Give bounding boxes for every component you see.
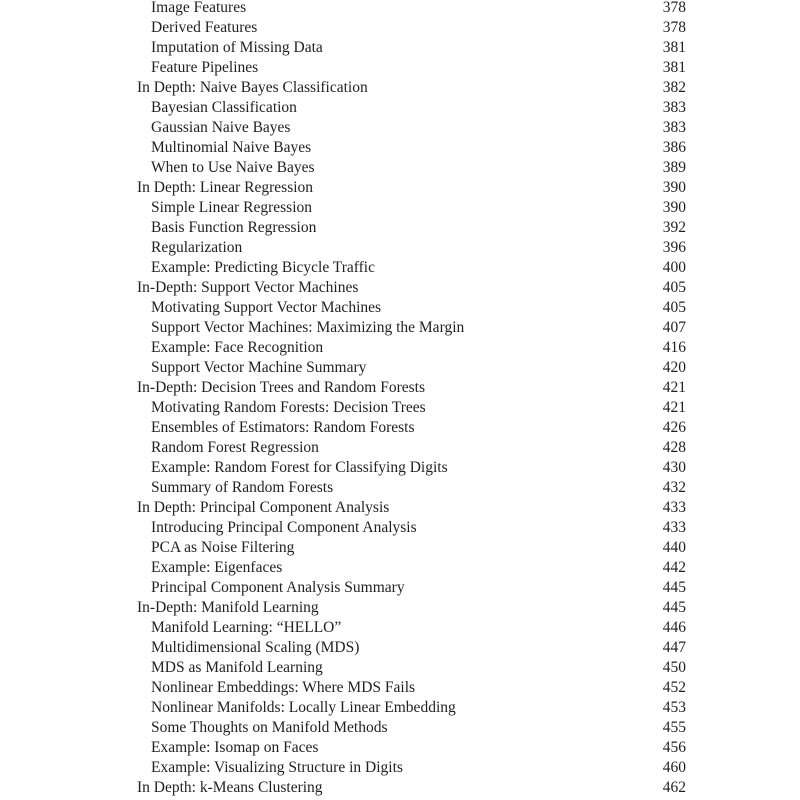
toc-entry-page-number: 446 bbox=[662, 619, 686, 636]
toc-entry-page-number: 445 bbox=[662, 579, 686, 596]
toc-entry-title: In-Depth: Manifold Learning bbox=[137, 599, 319, 616]
toc-section-entry bbox=[0, 778, 800, 798]
toc-entry-page-number: 456 bbox=[662, 739, 686, 756]
toc-entry-page-number: 426 bbox=[662, 419, 686, 436]
toc-subsection-entry bbox=[0, 738, 800, 758]
toc-entry-page-number: 389 bbox=[662, 159, 686, 176]
toc-entry-title: Support Vector Machines: Maximizing the Margin bbox=[151, 319, 465, 336]
toc-subsection-entry bbox=[0, 678, 800, 698]
toc-subsection-entry bbox=[0, 218, 800, 238]
toc-entry-page-number: 430 bbox=[662, 459, 686, 476]
toc-subsection-entry bbox=[0, 0, 800, 18]
toc-entry-page-number: 390 bbox=[662, 199, 686, 216]
toc-entry-page-number: 433 bbox=[662, 499, 686, 516]
toc-entry-title: Principal Component Analysis Summary bbox=[151, 579, 405, 596]
toc-entry-title: Imputation of Missing Data bbox=[151, 39, 323, 56]
toc-subsection-entry bbox=[0, 558, 800, 578]
toc-entry-title: MDS as Manifold Learning bbox=[151, 659, 323, 676]
toc-entry-title: Nonlinear Manifolds: Locally Linear Embedding bbox=[151, 699, 456, 716]
toc-entry-title: Summary of Random Forests bbox=[151, 479, 334, 496]
toc-entry-page-number: 445 bbox=[662, 599, 686, 616]
toc-entry-title: Motivating Support Vector Machines bbox=[151, 299, 382, 316]
toc-subsection-entry bbox=[0, 438, 800, 458]
toc-entry-title: Motivating Random Forests: Decision Trees bbox=[151, 399, 426, 416]
toc-subsection-entry bbox=[0, 38, 800, 58]
toc-entry-title: Ensembles of Estimators: Random Forests bbox=[151, 419, 415, 436]
toc-entry-page-number: 462 bbox=[662, 779, 686, 796]
toc-entry-page-number: 428 bbox=[662, 439, 686, 456]
toc-subsection-entry bbox=[0, 518, 800, 538]
toc-subsection-entry bbox=[0, 258, 800, 278]
toc-entry-page-number: 405 bbox=[662, 299, 686, 316]
toc-entry-page-number: 453 bbox=[662, 699, 686, 716]
toc-entry-title: In Depth: Naive Bayes Classification bbox=[137, 79, 368, 96]
toc-entry-title: Example: Random Forest for Classifying Digits bbox=[151, 459, 448, 476]
toc-entry-page-number: 421 bbox=[662, 399, 686, 416]
toc-subsection-entry bbox=[0, 578, 800, 598]
toc-section-entry bbox=[0, 278, 800, 298]
toc-entry-title: In Depth: Linear Regression bbox=[137, 179, 314, 196]
toc-section-entry bbox=[0, 598, 800, 618]
toc-entry-title: Some Thoughts on Manifold Methods bbox=[151, 719, 388, 736]
toc-subsection-entry bbox=[0, 658, 800, 678]
toc-subsection-entry bbox=[0, 138, 800, 158]
toc-entry-title: Multidimensional Scaling (MDS) bbox=[151, 639, 360, 656]
toc-entry-page-number: 383 bbox=[662, 119, 686, 136]
toc-subsection-entry bbox=[0, 418, 800, 438]
toc-entry-page-number: 455 bbox=[662, 719, 686, 736]
toc-entry-page-number: 447 bbox=[662, 639, 686, 656]
toc-entry-title: Simple Linear Regression bbox=[151, 199, 312, 216]
toc-entry-page-number: 420 bbox=[662, 359, 686, 376]
toc-entry-page-number: 432 bbox=[662, 479, 686, 496]
toc-subsection-entry bbox=[0, 198, 800, 218]
toc-entry-page-number: 407 bbox=[662, 319, 686, 336]
toc-entry-title: Feature Pipelines bbox=[151, 59, 259, 76]
toc-subsection-entry bbox=[0, 298, 800, 318]
toc-entry-title: Bayesian Classification bbox=[151, 99, 297, 116]
toc-subsection-entry bbox=[0, 618, 800, 638]
toc-entry-page-number: 381 bbox=[662, 59, 686, 76]
toc-entry-page-number: 392 bbox=[662, 219, 686, 236]
toc-entry-page-number: 405 bbox=[662, 279, 686, 296]
toc-entry-title: Image Features bbox=[151, 0, 247, 16]
toc-subsection-entry bbox=[0, 18, 800, 38]
toc-entry-page-number: 400 bbox=[662, 259, 686, 276]
toc-entry-title: Derived Features bbox=[151, 19, 258, 36]
toc-entry-title: Introducing Principal Component Analysis bbox=[151, 519, 417, 536]
toc-subsection-entry bbox=[0, 238, 800, 258]
toc-entry-title: Example: Predicting Bicycle Traffic bbox=[151, 259, 375, 276]
toc-section-entry bbox=[0, 178, 800, 198]
toc-entry-page-number: 378 bbox=[662, 19, 686, 36]
toc-entry-title: Support Vector Machine Summary bbox=[151, 359, 367, 376]
toc-subsection-entry bbox=[0, 158, 800, 178]
toc-entry-title: Basis Function Regression bbox=[151, 219, 317, 236]
toc-subsection-entry bbox=[0, 458, 800, 478]
toc-entry-page-number: 450 bbox=[662, 659, 686, 676]
toc-subsection-entry bbox=[0, 698, 800, 718]
toc-entry-title: Example: Face Recognition bbox=[151, 339, 324, 356]
toc-entry-title: Example: Isomap on Faces bbox=[151, 739, 319, 756]
toc-entry-page-number: 452 bbox=[662, 679, 686, 696]
toc-entry-page-number: 396 bbox=[662, 239, 686, 256]
toc-subsection-entry bbox=[0, 758, 800, 778]
toc-section-entry bbox=[0, 378, 800, 398]
toc-entry-page-number: 382 bbox=[662, 79, 686, 96]
toc-entry-title: PCA as Noise Filtering bbox=[151, 539, 295, 556]
toc-entry-title: Nonlinear Embeddings: Where MDS Fails bbox=[151, 679, 416, 696]
toc-entry-page-number: 460 bbox=[662, 759, 686, 776]
toc-entry-title: Example: Visualizing Structure in Digits bbox=[151, 759, 403, 776]
toc-entry-title: In Depth: k-Means Clustering bbox=[137, 779, 323, 796]
toc-section-entry bbox=[0, 78, 800, 98]
toc-entry-page-number: 440 bbox=[662, 539, 686, 556]
toc-subsection-entry bbox=[0, 338, 800, 358]
toc-entry-page-number: 416 bbox=[662, 339, 686, 356]
toc-entry-title: Random Forest Regression bbox=[151, 439, 319, 456]
toc-subsection-entry bbox=[0, 318, 800, 338]
toc-subsection-entry bbox=[0, 398, 800, 418]
toc-entry-page-number: 390 bbox=[662, 179, 686, 196]
toc-subsection-entry bbox=[0, 718, 800, 738]
toc-section-entry bbox=[0, 498, 800, 518]
toc-entry-title: In-Depth: Support Vector Machines bbox=[137, 279, 359, 296]
toc-entry-title: Regularization bbox=[151, 239, 243, 256]
toc-entry-page-number: 442 bbox=[662, 559, 686, 576]
toc-subsection-entry bbox=[0, 478, 800, 498]
toc-subsection-entry bbox=[0, 358, 800, 378]
toc-entry-title: When to Use Naive Bayes bbox=[151, 159, 315, 176]
toc-entry-page-number: 383 bbox=[662, 99, 686, 116]
toc-subsection-entry bbox=[0, 58, 800, 78]
toc-entry-title: In Depth: Principal Component Analysis bbox=[137, 499, 390, 516]
toc-subsection-entry bbox=[0, 638, 800, 658]
toc-entry-title: Multinomial Naive Bayes bbox=[151, 139, 312, 156]
toc-entry-title: Example: Eigenfaces bbox=[151, 559, 283, 576]
toc-subsection-entry bbox=[0, 538, 800, 558]
toc-entry-page-number: 378 bbox=[662, 0, 686, 16]
toc-subsection-entry bbox=[0, 118, 800, 138]
toc-entry-page-number: 421 bbox=[662, 379, 686, 396]
toc-subsection-entry bbox=[0, 98, 800, 118]
toc-entry-page-number: 386 bbox=[662, 139, 686, 156]
toc-entry-title: In-Depth: Decision Trees and Random Forests bbox=[137, 379, 426, 396]
toc-entry-page-number: 433 bbox=[662, 519, 686, 536]
toc-entry-page-number: 381 bbox=[662, 39, 686, 56]
toc-entry-title: Gaussian Naive Bayes bbox=[151, 119, 291, 136]
toc-entry-title: Manifold Learning: “HELLO” bbox=[151, 619, 342, 636]
